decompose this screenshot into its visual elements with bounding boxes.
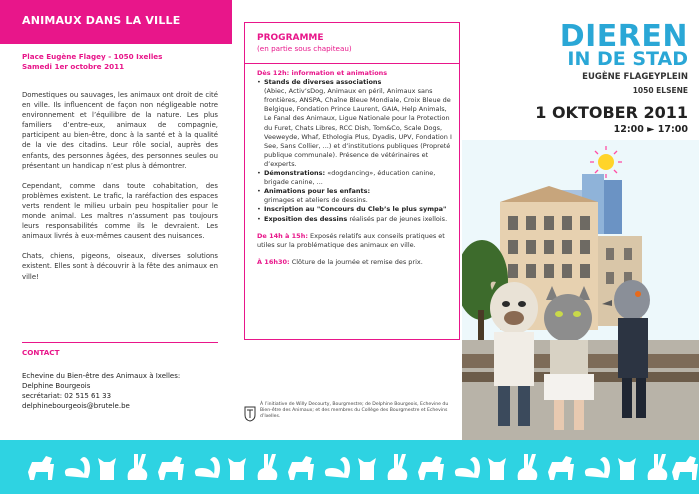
contact-title: CONTACT [22,348,60,357]
cat-icon [228,458,246,480]
swan-icon [455,457,480,478]
rabbit-icon [128,454,148,480]
ixelles-crest-icon [244,406,256,422]
programme-title: PROGRAMME [257,33,324,43]
middle-column [244,0,462,440]
dog-icon [288,456,314,480]
programme-section-2 [257,232,455,250]
rabbit-icon [518,454,538,480]
contact-divider [22,342,218,343]
dog-icon [158,456,184,480]
list-item [257,78,455,169]
swan-icon [325,457,350,478]
section-text: Clôture de la journée et remise des prix. [291,257,423,266]
programme-box [244,22,460,340]
left-header-title: ANIMAUX DANS LA VILLE [22,14,181,27]
title-line-1: DIEREN [559,19,688,54]
item-title: Exposition des dessins [264,214,348,223]
event-place-date [22,52,218,72]
programme-divider [245,63,459,64]
animal-silhouette-band [0,440,699,494]
cat-icon [488,458,506,480]
dog-icon [28,456,54,480]
list-item [257,215,455,224]
section-text: Exposés relatifs aux conseils pratiques et utiles sur la problématique des animaux en ville. [257,231,445,249]
contact-name: Delphine Bourgeois [22,382,91,390]
intro-paragraph-1: Domestiques ou sauvages, les animaux ont droit de cité en ville. Ils influencent de façon non négligeable notre environnement et l’équilibre de la nature. Les plus familiers d’entre-eux, animaux de compagnie, participent au bien-être, donc à la santé et à la qualité de la vie des citadins. Leur rôle social, auprès des enfants, des personnes âgées, des personnes seules ou présentant un handicap n’est plus à démontrer. [22,91,218,170]
programme-content [257,69,455,267]
list-item [257,205,455,214]
section-time: De 14h à 15h: [257,231,308,240]
programme-list [257,78,455,224]
programme-section-3 [257,258,455,267]
dog-icon [672,456,698,480]
left-header-banner [0,0,232,44]
item-text: réalisés par de jeunes ixellois. [349,214,448,223]
contact-role: Echevine du Bien-être des Animaux à Ixelles: [22,372,181,380]
contact-email[interactable]: delphinebourgeois@brutele.be [22,402,130,410]
item-title: Stands de diverses associations [264,78,382,87]
event-place: Place Eugène Flagey - 1050 Ixelles [22,52,163,61]
item-title: Animations pour les enfants: [264,187,371,196]
animal-silhouettes [0,440,699,494]
intro-paragraph-3: Chats, chiens, pigeons, oiseaux, diverses solutions existent. Elles sont à découvrir à la fête des animaux en ville! [22,252,218,281]
collage-image [462,140,699,440]
cat-icon [98,458,116,480]
rabbit-icon [648,454,668,480]
programme-subtitle: (en partie sous chapiteau) [257,44,352,53]
item-text: (Abiec, Activ’sDog, Animaux en péril, Animaux sans frontières, ANSPA, Chaîne Bleue Mondiale, Croix Bleue de Belgique, Fondation Prince Laurent, GAIA, Help Animals, Le Fanal des Animaux, Ligue Nationale pour la Protection du Furet, Chats Libres, RCC Dish, Tom&Co, Scale Dogs, Veeweyde, Whaf, Ethologia Plus, Dyadis, UPV, Fondation I See, Sans Collier, ...) et d’institutions publiques (Propreté publique communale). Présence de vétérinaires et d’experts. [264,87,452,168]
contact-phone: secrétariat: 02 515 61 33 [22,392,112,400]
swan-icon [585,457,610,478]
item-title: Inscription au "Concours du Cleb’s le plus sympa" [264,205,447,214]
event-time: 12:00 ► 17:00 [613,124,688,135]
footnote-text: À l’initiative de Willy Decourty, Bourgmestre; de Delphine Bourgeois, Echevine du Bien-être des Animaux; et des membres du Collège des Bourgmestre et Echevins d’Ixelles. [260,402,449,419]
cat-icon [358,458,376,480]
item-text: grimages et ateliers de dessins. [264,196,368,205]
contact-block [22,371,218,411]
title-line-2: IN DE STAD [567,48,688,70]
intro-text [22,90,218,292]
dog-icon [548,456,574,480]
list-item [257,169,455,187]
programme-section-head: Dès 12h: information et animations [257,69,388,77]
item-text: «dogdancing», éducation canine, brigade canine, ... [264,169,436,187]
intro-paragraph-2: Cependant, comme dans toute cohabitation, des problèmes existent. Le trafic, la raréfaction des espaces verts rendent le milieu urbain peu hospitalier pour le monde animal. Les maîtres n’assument pas toujours leurs responsabilités comme ils le devraient. Les animaux livrés à eux-mêmes causent des nuisances. [22,181,218,241]
event-date-nl: 1 OKTOBER 2011 [535,103,688,122]
illustration-collage [462,140,699,440]
cat-icon [618,458,636,480]
swan-icon [65,457,90,478]
left-column [0,0,232,440]
rabbit-icon [258,454,278,480]
section-time: À 16h30: [257,257,290,266]
right-column [462,0,699,440]
rabbit-icon [388,454,408,480]
dog-icon [418,456,444,480]
address-street: EUGÈNE FLAGEYPLEIN [582,72,688,82]
address-city: 1050 ELSENE [632,86,688,95]
item-title: Démonstrations: [264,169,326,178]
footnote [244,402,464,438]
event-date: Samedi 1er octobre 2011 [22,62,125,71]
list-item [257,187,455,205]
swan-icon [195,457,220,478]
